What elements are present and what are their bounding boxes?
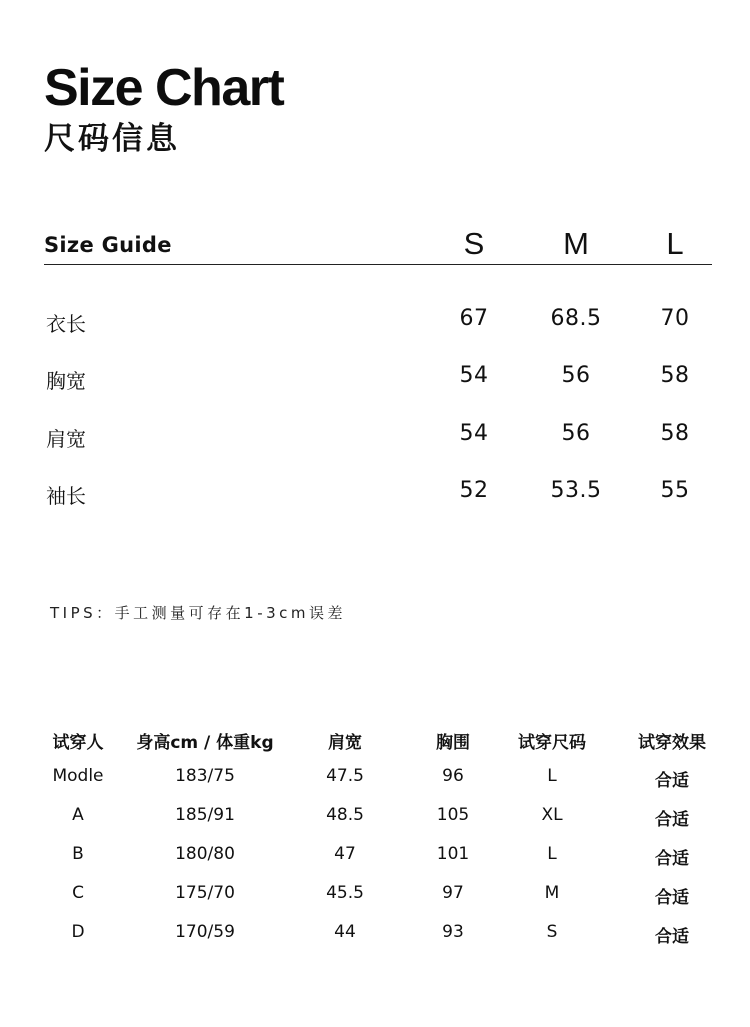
height-weight: 180/80: [175, 844, 235, 864]
size-tried: S: [546, 922, 558, 942]
size-l-header: L: [666, 226, 684, 261]
row-label: 袖长: [46, 484, 86, 508]
value-s: 54: [459, 363, 489, 388]
fit-result: 合适: [655, 927, 689, 947]
header-tester: 试穿人: [52, 733, 104, 753]
table-row: [44, 765, 724, 804]
fit-table: [44, 726, 724, 960]
size-tried: L: [547, 766, 557, 786]
fit-result: 合适: [655, 810, 689, 830]
bust-value: 101: [436, 844, 470, 864]
shoulder-value: 45.5: [326, 883, 364, 903]
shoulder-value: 44: [334, 922, 356, 942]
tester-name: B: [72, 844, 84, 864]
table-row: [44, 843, 724, 882]
fit-result: 合适: [655, 849, 689, 869]
size-tried: XL: [541, 805, 563, 825]
height-weight: 175/70: [175, 883, 235, 903]
shoulder-value: 47.5: [326, 766, 364, 786]
value-s: 67: [459, 306, 489, 331]
header-fit-result: 试穿效果: [638, 733, 706, 753]
shoulder-value: 48.5: [326, 805, 364, 825]
fit-table-header: [44, 726, 724, 765]
value-l: 55: [660, 478, 690, 503]
header-shoulder: 肩宽: [328, 733, 362, 753]
tips-note: TIPS：手工测量可存在1-3cm误差: [50, 604, 347, 622]
value-l: 58: [660, 363, 690, 388]
table-row: [44, 921, 724, 960]
size-s-header: S: [463, 226, 485, 261]
tester-name: C: [72, 883, 84, 903]
size-tried: M: [544, 883, 560, 903]
size-tried: L: [547, 844, 557, 864]
page-title: Size Chart: [44, 59, 284, 117]
size-guide-row-shoulder: [44, 421, 712, 451]
tester-name: D: [71, 922, 85, 942]
value-s: 52: [459, 478, 489, 503]
value-l: 70: [660, 306, 690, 331]
size-guide-row-chest: [44, 363, 712, 393]
height-weight: 170/59: [175, 922, 235, 942]
value-m: 68.5: [550, 306, 602, 331]
tester-name: A: [72, 805, 84, 825]
header-bust: 胸围: [436, 733, 470, 753]
header-size-tried: 试穿尺码: [518, 733, 586, 753]
size-guide-header: [44, 224, 712, 265]
row-label: 胸宽: [46, 369, 86, 393]
size-m-header: M: [563, 226, 589, 261]
bust-value: 96: [442, 766, 464, 786]
size-guide-row-length: [44, 306, 712, 336]
size-guide-row-sleeve: [44, 478, 712, 508]
value-m: 53.5: [550, 478, 602, 503]
header-height-weight: 身高cm / 体重kg: [136, 733, 274, 753]
fit-result: 合适: [655, 771, 689, 791]
value-m: 56: [561, 421, 591, 446]
row-label: 衣长: [46, 312, 86, 336]
bust-value: 93: [442, 922, 464, 942]
value-m: 56: [561, 363, 591, 388]
bust-value: 105: [436, 805, 470, 825]
shoulder-value: 47: [334, 844, 356, 864]
size-guide-label: Size Guide: [44, 233, 172, 257]
row-label: 肩宽: [46, 427, 86, 451]
value-l: 58: [660, 421, 690, 446]
fit-result: 合适: [655, 888, 689, 908]
value-s: 54: [459, 421, 489, 446]
page-subtitle: 尺码信息: [44, 121, 180, 157]
bust-value: 97: [442, 883, 464, 903]
tester-name: Modle: [52, 766, 104, 786]
table-row: [44, 804, 724, 843]
height-weight: 183/75: [175, 766, 235, 786]
table-row: [44, 882, 724, 921]
height-weight: 185/91: [175, 805, 235, 825]
